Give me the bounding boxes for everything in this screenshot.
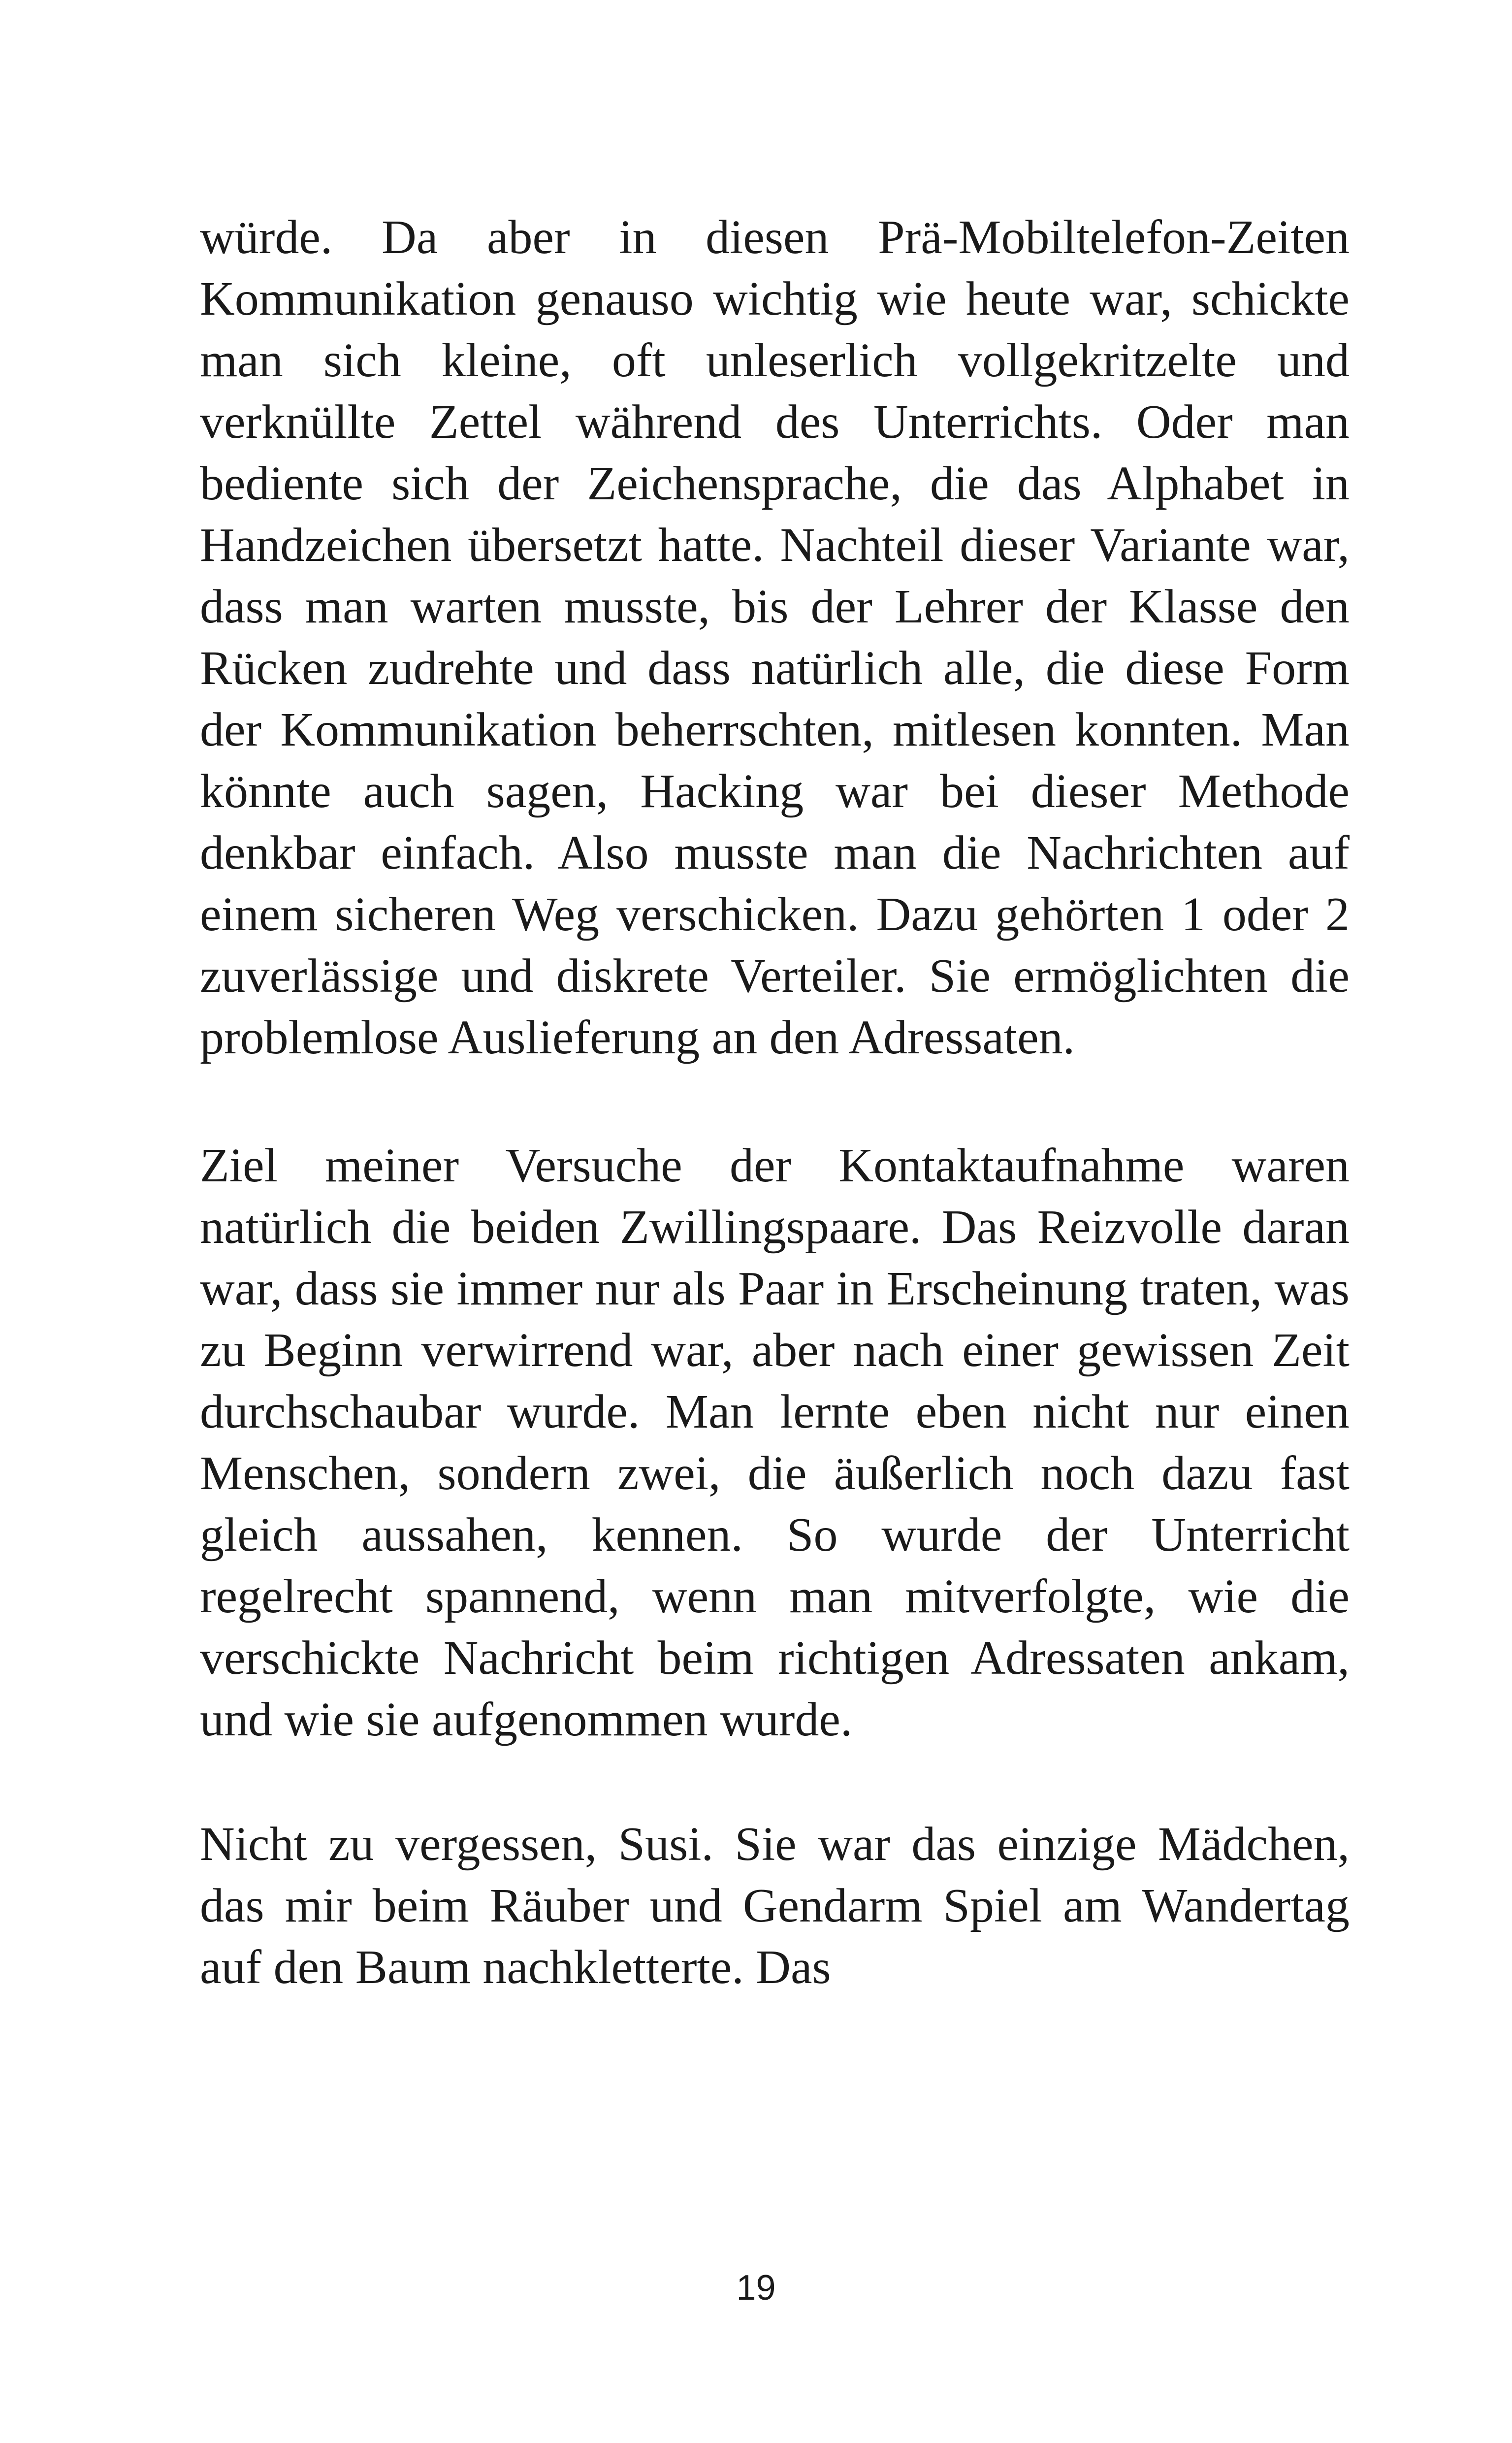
paragraph-2: Ziel meiner Versuche der Kontaktaufnahme waren natürlich die beiden Zwillingspaare. Das Reizvolle daran war, dass sie immer nur als Paar in Erscheinung traten, was zu Beginn verwirrend war, aber nach einer gewissen Zeit durchschaubar wurde. Man lernte eben nicht nur einen Menschen, sondern zwei, die äußerlich noch dazu fast gleich aussahen, kennen. So wurde der Unterricht regelrecht spannend, wenn man mitverfolgte, wie die verschickte Nachricht beim richtigen Adressaten ankam, und wie sie aufgenommen wurde.: [200, 1139, 1350, 1746]
paragraph-3: Nicht zu vergessen, Susi. Sie war das einzige Mädchen, das mir beim Räuber und Gendarm Spiel am Wandertag auf den Baum nachkletterte. Das: [200, 1818, 1350, 1994]
paragraph-1: würde. Da aber in diesen Prä-Mobiltelefon-Zeiten Kommunikation genauso wichtig wie heute war, schickte man sich kleine, oft unleserlich vollgekritzelte und verknüllte Zettel während des Unterrichts. Oder man bediente sich der Zeichensprache, die das Alphabet in Handzeichen übersetzt hatte. Nachteil dieser Variante war, dass man warten musste, bis der Lehrer der Klasse den Rücken zudrehte und dass natürlich alle, die diese Form der Kommunikation beherrschten, mitlesen konnten. Man könnte auch sagen, Hacking war bei dieser Methode denkbar einfach. Also musste man die Nachrichten auf einem sicheren Weg verschicken. Dazu gehörten 1 oder 2 zuverlässige und diskrete Verteiler. Sie ermöglichten die problemlose Auslieferung an den Adressaten.: [200, 211, 1350, 1064]
page-body: [200, 207, 1350, 1998]
page-number: 19: [736, 2268, 776, 2308]
